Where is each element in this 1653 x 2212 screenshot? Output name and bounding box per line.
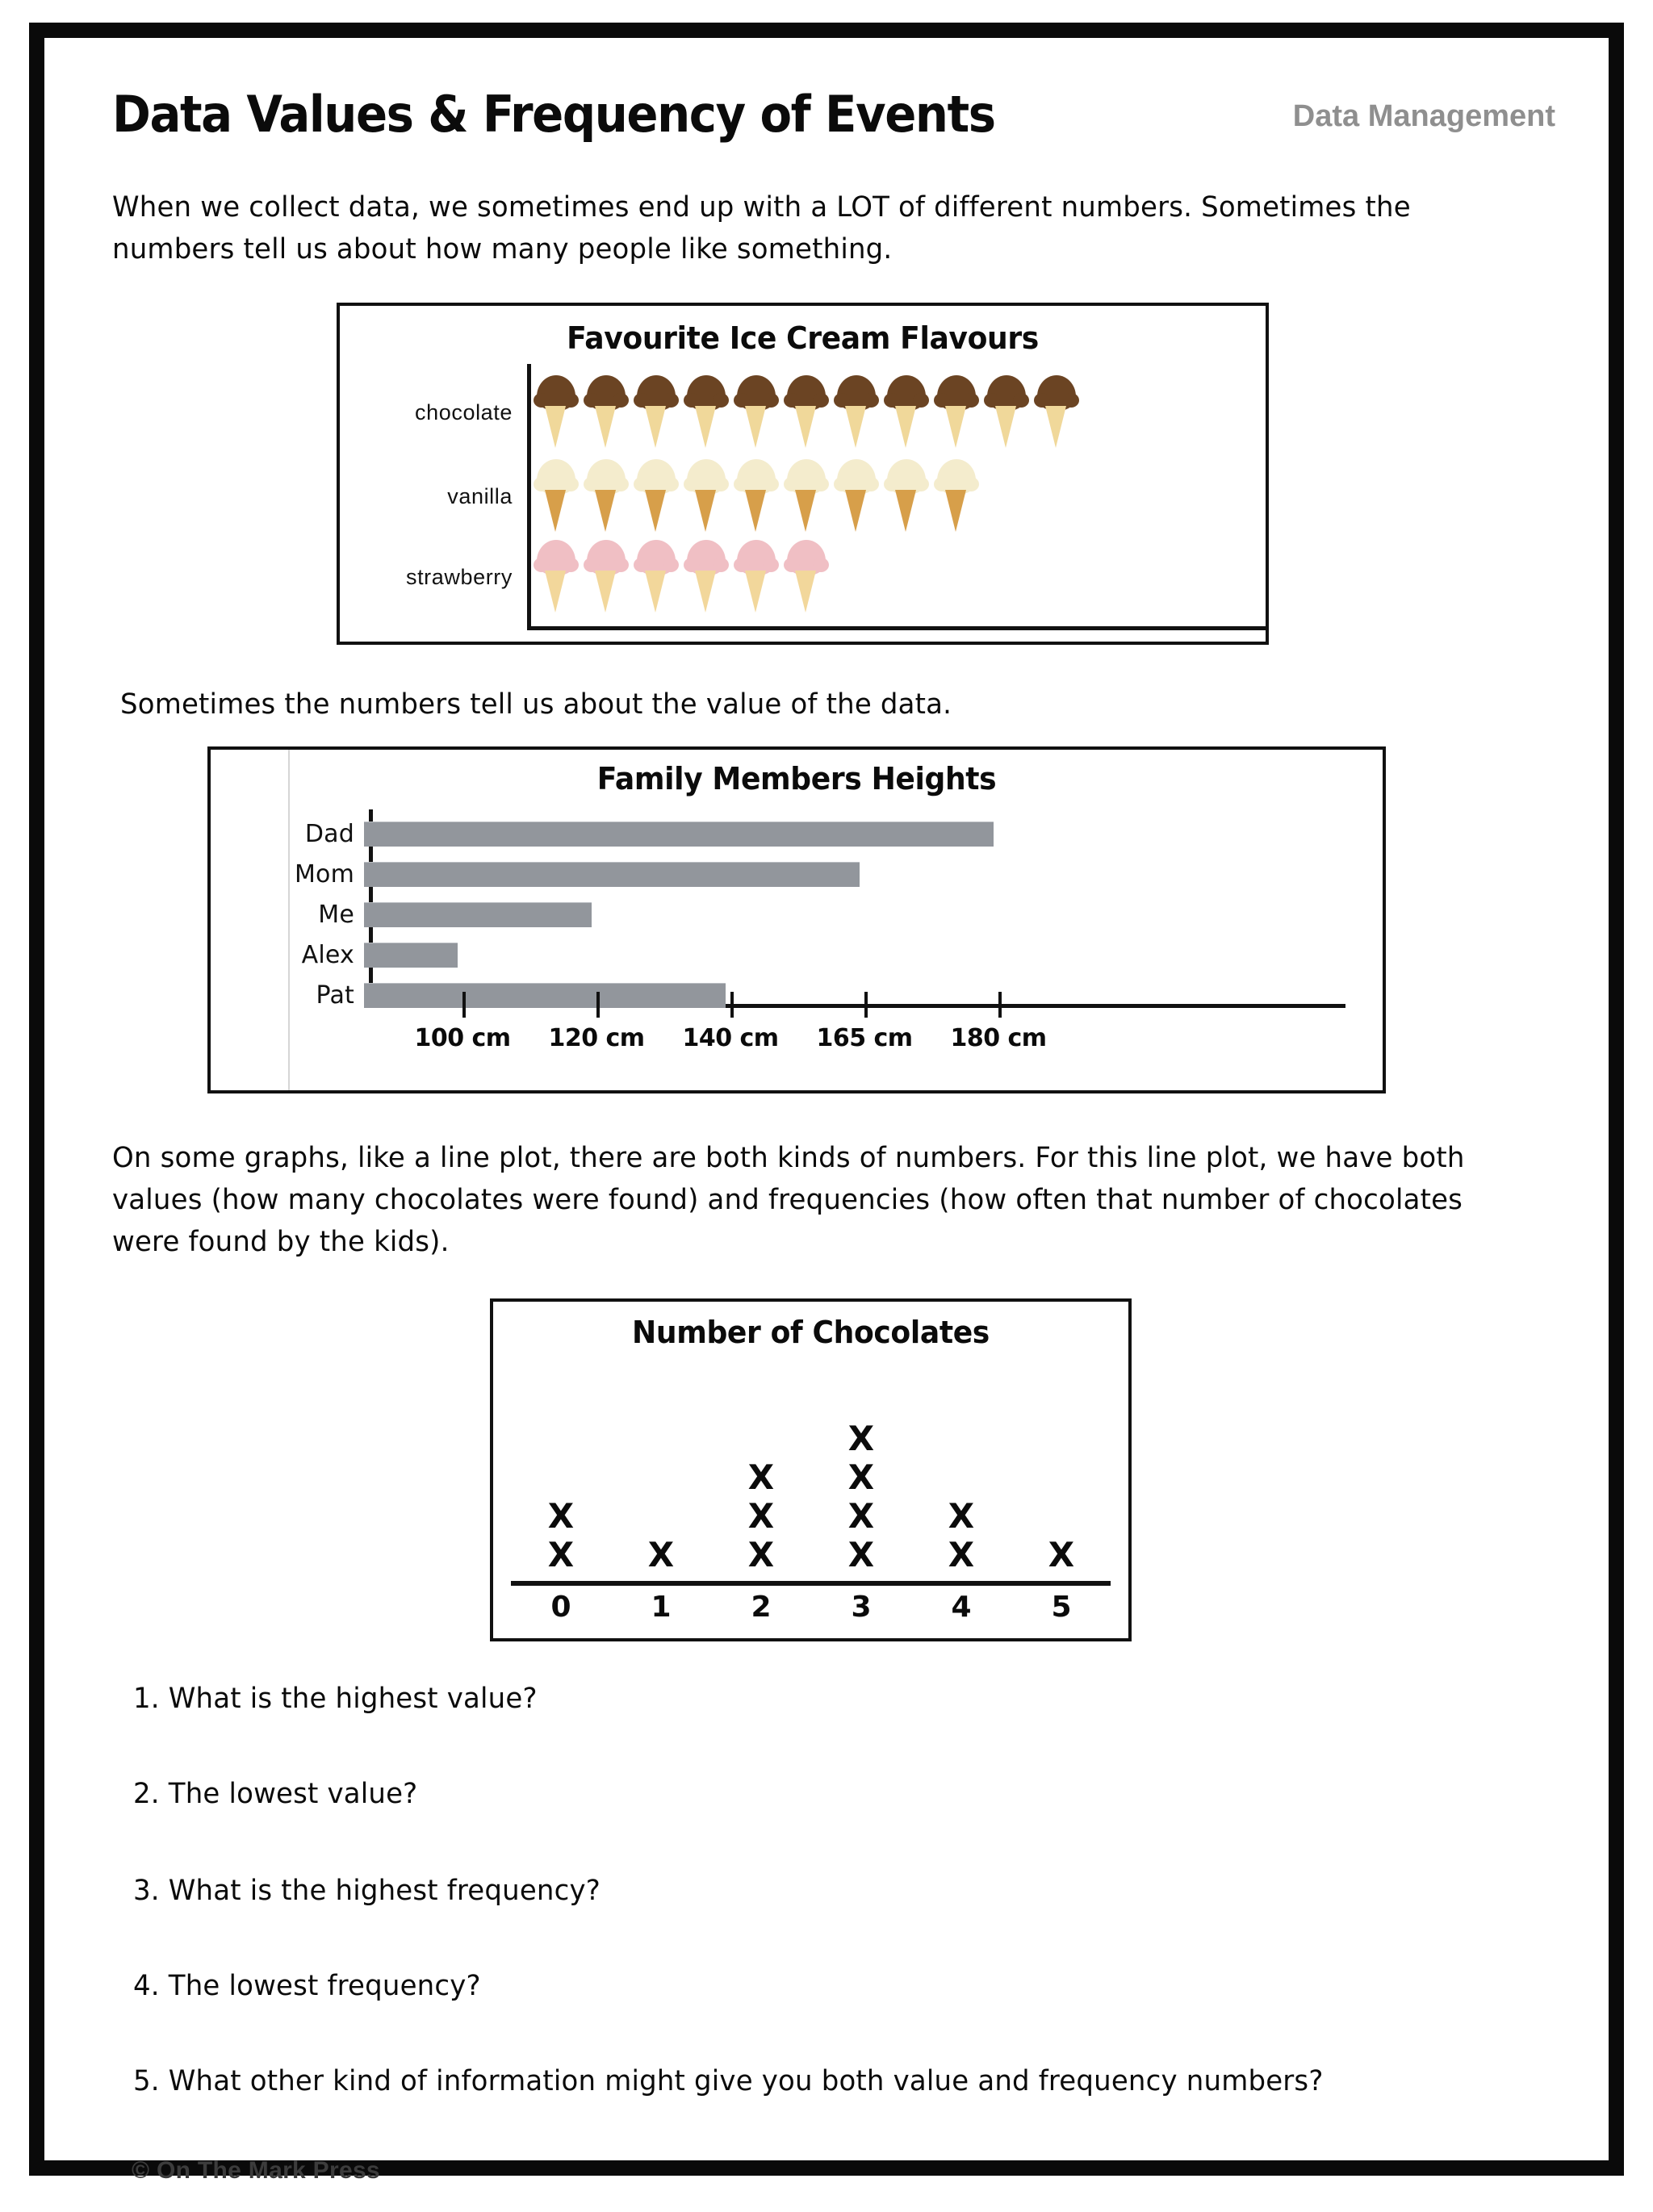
ice-cream-cone-body [745, 406, 766, 448]
ice-cream-cone-icon [535, 374, 577, 451]
intro-paragraph-1: When we collect data, we sometimes end up with a LOT of different numbers. Sometimes the numbers tell us about how many people like something. [112, 191, 1411, 266]
ice-cream-cone-icon [935, 458, 977, 535]
pictograph-label-strawberry: strawberry [405, 564, 513, 589]
bar-chart-tick-mark [864, 992, 868, 1018]
pictograph-rows [340, 364, 1266, 630]
line-plot-chart [490, 1298, 1132, 1641]
pictograph-chart [337, 303, 1269, 645]
ice-cream-cone-icon [785, 538, 827, 616]
page-title: Data Values & Frequency of Events [112, 85, 995, 144]
ice-cream-cone-body [845, 490, 866, 532]
line-plot-axis-value: 3 [851, 1591, 872, 1624]
ice-cream-cone-body [795, 406, 816, 448]
ice-cream-cone-body [595, 490, 616, 532]
intro-paragraph-3: On some graphs, like a line plot, there are both kinds of numbers. For this line plot, we have both values (how many chocolates were found) and frequencies (how often that number of chocolates were found by the kids). [112, 1142, 1465, 1258]
worksheet-page [44, 38, 1609, 2184]
ice-cream-cone-icon [735, 458, 777, 535]
bar-chart-bar [364, 902, 592, 927]
ice-cream-cone-icon [835, 458, 877, 535]
ice-cream-cone-icon [685, 538, 727, 616]
question-3: 3. What is the highest frequency? [133, 1875, 601, 1907]
bar-chart-row [211, 855, 1383, 893]
ice-cream-cone-body [745, 490, 766, 532]
line-plot-x-mark: X [847, 1419, 875, 1458]
bar-chart-row-label: Alex [301, 940, 354, 969]
ice-cream-cone-icon [635, 458, 677, 535]
ice-cream-cone-icon [535, 458, 577, 535]
bar-chart-tick-mark [462, 992, 466, 1018]
line-plot-x-mark: X [647, 1535, 675, 1574]
ice-cream-cone-body [795, 490, 816, 532]
ice-cream-cone-body [645, 490, 666, 532]
ice-cream-cone-icon [885, 458, 927, 535]
bar-chart-tick-labels [369, 1024, 1345, 1060]
ice-cream-cone-body [945, 406, 966, 448]
line-plot-x-mark: X [948, 1496, 975, 1536]
line-plot-column [933, 1497, 990, 1574]
line-plot-x-mark: X [747, 1457, 775, 1497]
ice-cream-cone-icon [986, 374, 1027, 451]
question-1: 1. What is the highest value? [133, 1683, 538, 1715]
bar-chart-tick-label: 140 cm [682, 1024, 779, 1052]
ice-cream-cone-body [745, 571, 766, 613]
line-plot-axis-labels [511, 1591, 1111, 1631]
strand-label: Data Management [1292, 99, 1555, 133]
pictograph-icons-vanilla [524, 458, 1266, 535]
ice-cream-cone-icon [735, 374, 777, 451]
line-plot-column [1033, 1536, 1090, 1574]
pictograph-row-chocolate [340, 370, 1266, 454]
bar-chart-row-label: Pat [316, 981, 354, 1010]
ice-cream-cone-body [995, 406, 1016, 448]
ice-cream-cone-body [695, 406, 716, 448]
bar-chart-tick-label: 120 cm [548, 1024, 645, 1052]
pictograph-row-strawberry [340, 535, 1266, 619]
ice-cream-cone-body [895, 406, 916, 448]
ice-cream-cone-body [545, 406, 566, 448]
ice-cream-cone-body [595, 571, 616, 613]
pictograph-label-chocolate: chocolate [415, 399, 513, 424]
ice-cream-cone-icon [585, 538, 627, 616]
bar-chart-tick-mark [998, 992, 1002, 1018]
ice-cream-cone-icon [535, 538, 577, 616]
ice-cream-cone-body [595, 406, 616, 448]
ice-cream-cone-icon [585, 458, 627, 535]
line-plot-column [833, 1420, 889, 1574]
ice-cream-cone-body [545, 490, 566, 532]
bar-chart-tick-label: 180 cm [950, 1024, 1047, 1052]
ice-cream-cone-icon [835, 374, 877, 451]
ice-cream-cone-body [645, 406, 666, 448]
question-5: 5. What other kind of information might give you both value and frequency numbers? [133, 2065, 1324, 2097]
bar-chart-row-label: Me [318, 900, 354, 929]
bar-chart-tick-label: 165 cm [816, 1024, 913, 1052]
line-plot-axis-value: 1 [651, 1591, 672, 1624]
ice-cream-cone-icon [635, 374, 677, 451]
ice-cream-cone-icon [885, 374, 927, 451]
line-plot-axis-value: 2 [751, 1591, 772, 1624]
worksheet-page-border [29, 23, 1624, 2184]
ice-cream-cone-body [945, 490, 966, 532]
line-plot-axis-value: 5 [1051, 1591, 1072, 1624]
line-plot-x-mark: X [747, 1535, 775, 1574]
bar-chart [207, 746, 1386, 1093]
ice-cream-cone-icon [585, 374, 627, 451]
ice-cream-cone-icon [785, 374, 827, 451]
line-plot-axis-value: 0 [550, 1591, 571, 1624]
line-plot-x-mark: X [847, 1535, 875, 1574]
bar-chart-tick-mark [596, 992, 600, 1018]
ice-cream-cone-body [1045, 406, 1066, 448]
question-2: 2. The lowest value? [133, 1778, 418, 1810]
bar-chart-plot-area [211, 809, 1383, 1092]
bar-chart-title: Family Members Heights [596, 761, 997, 797]
intro-paragraph-2: Sometimes the numbers tell us about the value of the data. [120, 688, 952, 721]
ice-cream-cone-body [695, 490, 716, 532]
pictograph-label-vanilla: vanilla [447, 483, 513, 508]
line-plot-column [633, 1536, 689, 1574]
footer-copyright: © On The Mark Press [132, 2157, 380, 2184]
line-plot-axis-value: 4 [951, 1591, 972, 1624]
worksheet-header [112, 85, 1557, 149]
pictograph-icons-strawberry [524, 538, 1266, 616]
ice-cream-cone-body [645, 571, 666, 613]
bar-chart-row-label: Mom [294, 859, 354, 889]
ice-cream-cone-icon [735, 538, 777, 616]
ice-cream-cone-body [895, 490, 916, 532]
line-plot-x-mark: X [547, 1535, 575, 1574]
ice-cream-cone-body [845, 406, 866, 448]
pictograph-title: Favourite Ice Cream Flavours [567, 320, 1039, 356]
line-plot-title: Number of Chocolates [632, 1315, 990, 1350]
bar-chart-row [211, 935, 1383, 974]
ice-cream-cone-icon [1036, 374, 1078, 451]
line-plot-baseline [511, 1581, 1111, 1586]
bar-chart-row [211, 814, 1383, 853]
bar-chart-bar [364, 822, 994, 847]
bar-chart-tick-marks [369, 992, 1345, 1019]
ice-cream-cone-body [695, 571, 716, 613]
ice-cream-cone-body [545, 571, 566, 613]
line-plot-x-mark: X [847, 1457, 875, 1497]
ice-cream-cone-body [795, 571, 816, 613]
bar-chart-bar [364, 862, 860, 887]
pictograph-row-vanilla [340, 454, 1266, 538]
line-plot-x-mark: X [547, 1496, 575, 1536]
bar-chart-tick-label: 100 cm [414, 1024, 511, 1052]
line-plot-column [533, 1497, 589, 1574]
pictograph-icons-chocolate [524, 374, 1266, 451]
ice-cream-cone-icon [685, 458, 727, 535]
bar-chart-tick-mark [730, 992, 734, 1018]
line-plot-column [733, 1458, 789, 1574]
ice-cream-cone-icon [935, 374, 977, 451]
line-plot-x-mark: X [948, 1535, 975, 1574]
line-plot-x-mark: X [747, 1496, 775, 1536]
line-plot-x-mark: X [847, 1496, 875, 1536]
bar-chart-bar [364, 943, 458, 968]
ice-cream-cone-icon [785, 458, 827, 535]
line-plot-marks-area [511, 1365, 1111, 1574]
bar-chart-row-label: Dad [304, 819, 354, 848]
ice-cream-cone-icon [685, 374, 727, 451]
question-4: 4. The lowest frequency? [133, 1970, 481, 2002]
line-plot-x-mark: X [1048, 1535, 1075, 1574]
ice-cream-cone-icon [635, 538, 677, 616]
bar-chart-row [211, 895, 1383, 934]
